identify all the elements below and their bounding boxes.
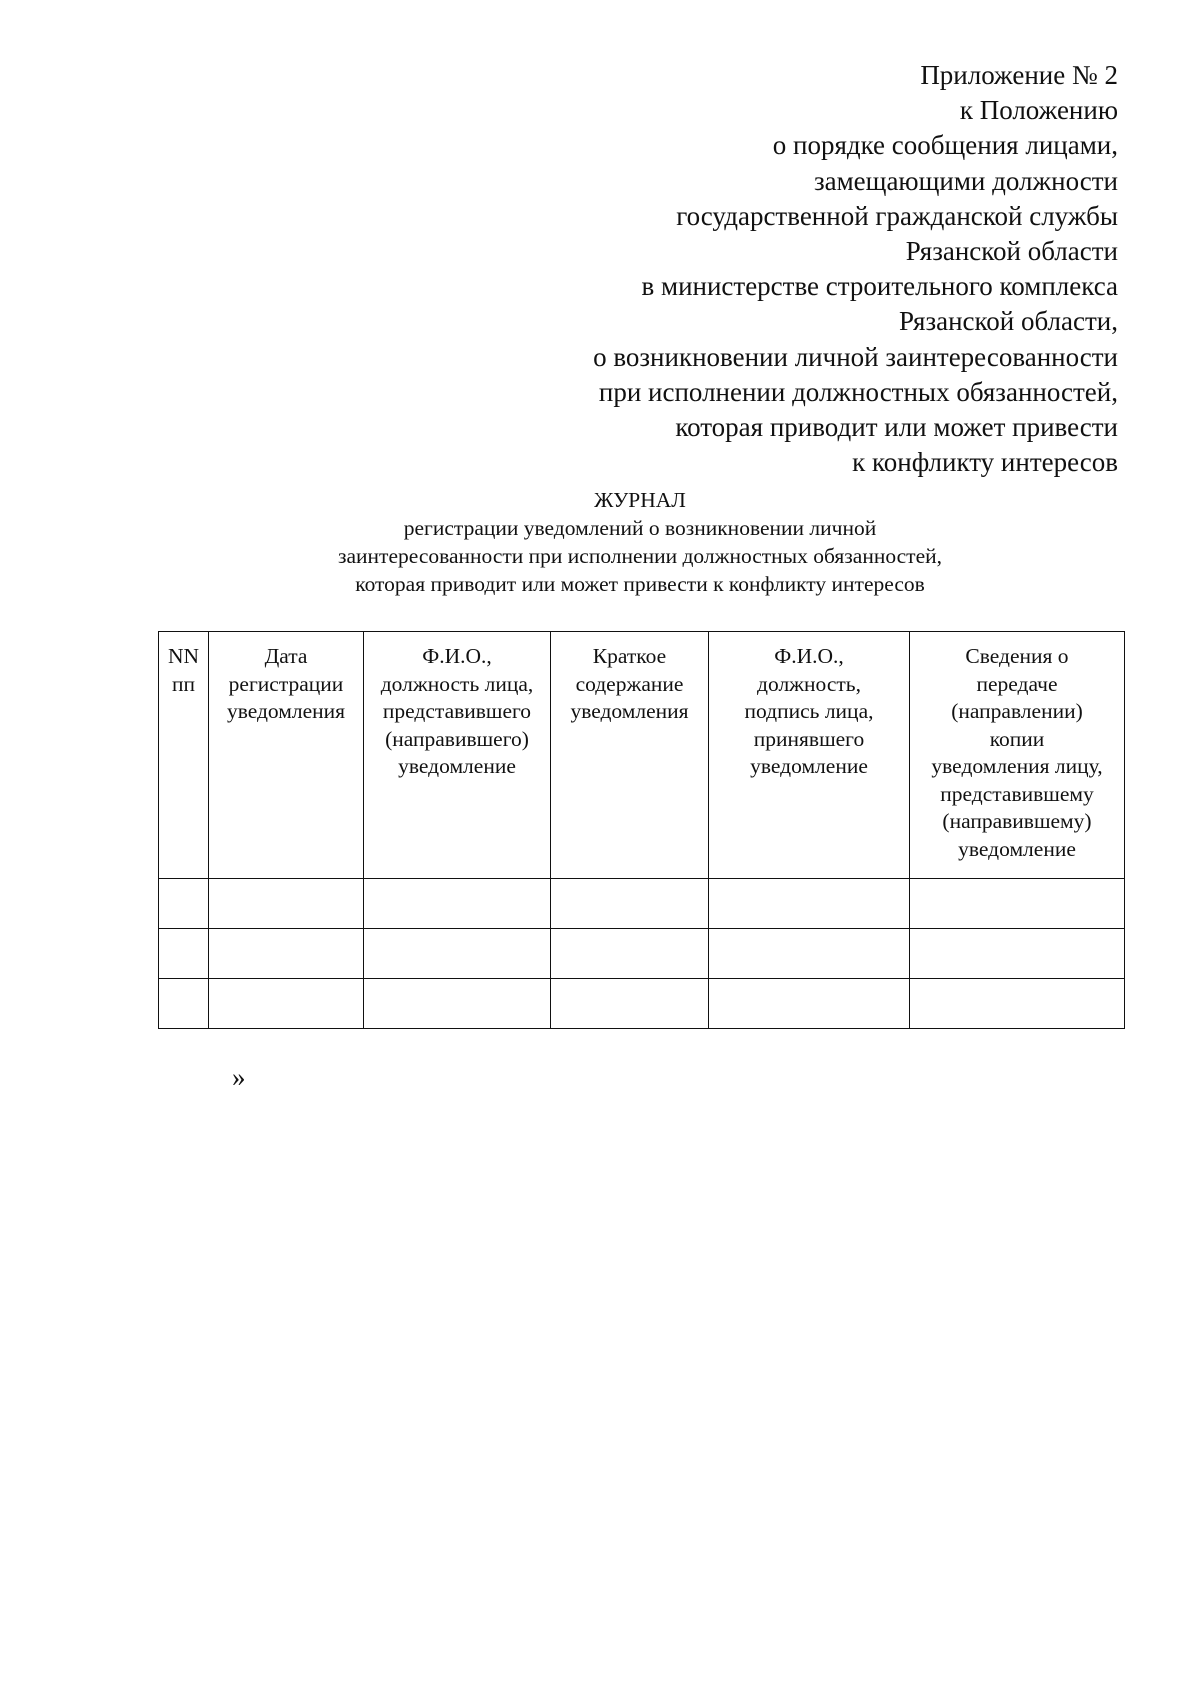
- table-cell: [551, 879, 709, 929]
- journal-subtitle-line: заинтересованности при исполнении должностных обязанностей,: [338, 544, 942, 568]
- table-cell: [159, 879, 209, 929]
- table-row: [159, 929, 1125, 979]
- header-cell-submitter: Ф.И.О., должность лица, представившего (направившего) уведомление: [364, 632, 551, 879]
- appendix-line: при исполнении должностных обязанностей,: [598, 376, 1118, 407]
- table-header-row: [159, 632, 1125, 879]
- table-cell: [159, 979, 209, 1029]
- appendix-line: Рязанской области: [905, 236, 1118, 267]
- appendix-header: [478, 58, 1118, 480]
- table-cell: [709, 929, 910, 979]
- table-cell: [364, 929, 551, 979]
- table-cell: [709, 879, 910, 929]
- header-cell-registration-date: Дата регистрации уведомления: [209, 632, 364, 879]
- table-cell: [551, 929, 709, 979]
- appendix-line: Рязанской области,: [899, 306, 1118, 337]
- closing-quote-mark: »: [232, 1062, 246, 1092]
- journal-heading: [160, 486, 1120, 598]
- appendix-line: замещающими должности: [813, 165, 1118, 196]
- appendix-line: о порядке сообщения лицами,: [772, 130, 1118, 161]
- table-cell: [709, 979, 910, 1029]
- table-cell: [364, 879, 551, 929]
- table-row: [159, 979, 1125, 1029]
- journal-title: ЖУРНАЛ: [594, 488, 686, 512]
- header-cell-receiver: Ф.И.О., должность, подпись лица, принявшего уведомление: [709, 632, 910, 879]
- table-cell: [159, 929, 209, 979]
- table-cell: [364, 979, 551, 1029]
- header-cell-copy-transfer: Сведения о передаче (направлении) копии уведомления лицу, представившему (направившему) уведомление: [910, 632, 1125, 879]
- journal-subtitle-line: которая приводит или может привести к конфликту интересов: [355, 572, 925, 596]
- appendix-line: о возникновении личной заинтересованности: [593, 341, 1118, 372]
- table-cell: [910, 929, 1125, 979]
- table-cell: [209, 879, 364, 929]
- table-cell: [209, 929, 364, 979]
- header-cell-number: NN пп: [159, 632, 209, 879]
- appendix-line: в министерстве строительного комплекса: [641, 271, 1118, 302]
- table-row: [159, 879, 1125, 929]
- table-cell: [910, 879, 1125, 929]
- registration-table: [158, 631, 1125, 1029]
- appendix-line: к конфликту интересов: [852, 447, 1118, 478]
- appendix-line: которая приводит или может привести: [675, 412, 1118, 443]
- appendix-line: государственной гражданской службы: [676, 200, 1118, 231]
- appendix-line: Приложение № 2: [920, 60, 1118, 90]
- table-cell: [910, 979, 1125, 1029]
- journal-subtitle-line: регистрации уведомлений о возникновении личной: [403, 516, 877, 540]
- table-cell: [209, 979, 364, 1029]
- table-cell: [551, 979, 709, 1029]
- header-cell-summary: Краткое содержание уведомления: [551, 632, 709, 879]
- appendix-line: к Положению: [959, 95, 1118, 126]
